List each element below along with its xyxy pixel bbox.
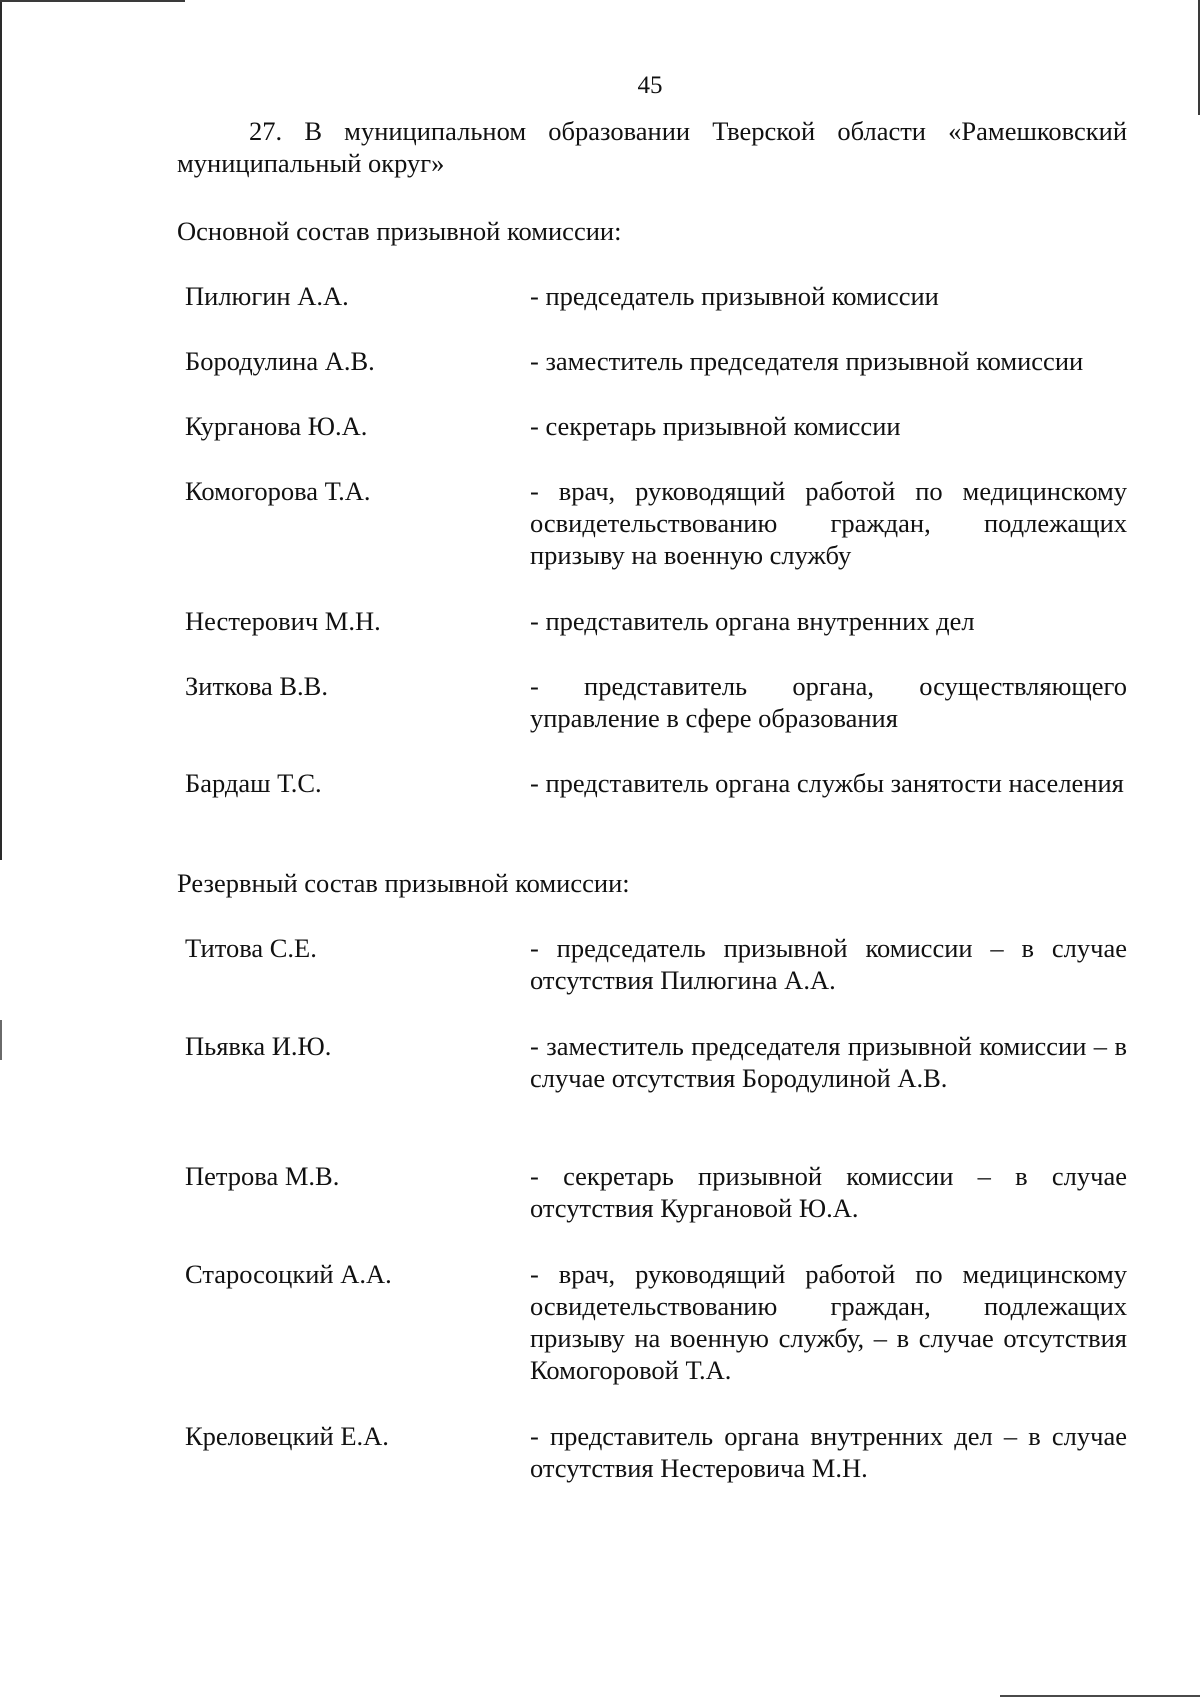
member-role: - заместитель председателя призывной комиссии – в случае отсутствия Бородулиной А.В. bbox=[530, 1031, 1127, 1093]
member-name: Курганова Ю.А. bbox=[185, 411, 368, 441]
member-name: Комогорова Т.А. bbox=[185, 476, 371, 506]
member-role: - представитель органа, осуществляющего управление в сфере образования bbox=[530, 671, 1127, 733]
member-name: Старосоцкий А.А. bbox=[185, 1259, 392, 1289]
member-role: - представитель органа внутренних дел bbox=[530, 606, 975, 636]
member-name: Бородулина А.В. bbox=[185, 346, 375, 376]
scan-edge bbox=[0, 0, 185, 2]
member-name: Пилюгин А.А. bbox=[185, 281, 349, 311]
member-name: Титова С.Е. bbox=[185, 933, 317, 963]
scan-edge bbox=[0, 0, 2, 860]
member-name: Бардаш Т.С. bbox=[185, 768, 322, 798]
member-role: - председатель призывной комиссии – в случае отсутствия Пилюгина А.А. bbox=[530, 933, 1127, 995]
member-name: Креловецкий Е.А. bbox=[185, 1421, 389, 1451]
member-role: - представитель органа внутренних дел – в случае отсутствия Нестеровича М.Н. bbox=[530, 1421, 1127, 1483]
member-role: - секретарь призывной комиссии bbox=[530, 411, 901, 441]
member-name: Пьявка И.Ю. bbox=[185, 1031, 332, 1061]
reserve-composition-heading: Резервный состав призывной комиссии: bbox=[177, 868, 630, 898]
member-name: Зиткова В.В. bbox=[185, 671, 328, 701]
section-intro: 27. В муниципальном образовании Тверской области «Рамешковский муниципальный округ» bbox=[177, 116, 1127, 178]
member-role: - представитель органа службы занятости населения bbox=[530, 768, 1124, 798]
page-number: 45 bbox=[637, 72, 663, 99]
main-composition-heading: Основной состав призывной комиссии: bbox=[177, 216, 622, 246]
member-name: Нестерович М.Н. bbox=[185, 606, 381, 636]
member-role: - секретарь призывной комиссии – в случае отсутствия Кургановой Ю.А. bbox=[530, 1161, 1127, 1223]
member-role: - заместитель председателя призывной комиссии bbox=[530, 346, 1084, 376]
member-role: - врач, руководящий работой по медицинскому освидетельствованию граждан, подлежащих призыву на военную службу, – в случае отсутствия Комогоровой Т.А. bbox=[530, 1259, 1127, 1385]
scan-edge bbox=[0, 1020, 2, 1060]
member-name: Петрова М.В. bbox=[185, 1161, 340, 1191]
member-role: - врач, руководящий работой по медицинскому освидетельствованию граждан, подлежащих призыву на военную службу bbox=[530, 476, 1127, 570]
member-role: - председатель призывной комиссии bbox=[530, 281, 939, 311]
